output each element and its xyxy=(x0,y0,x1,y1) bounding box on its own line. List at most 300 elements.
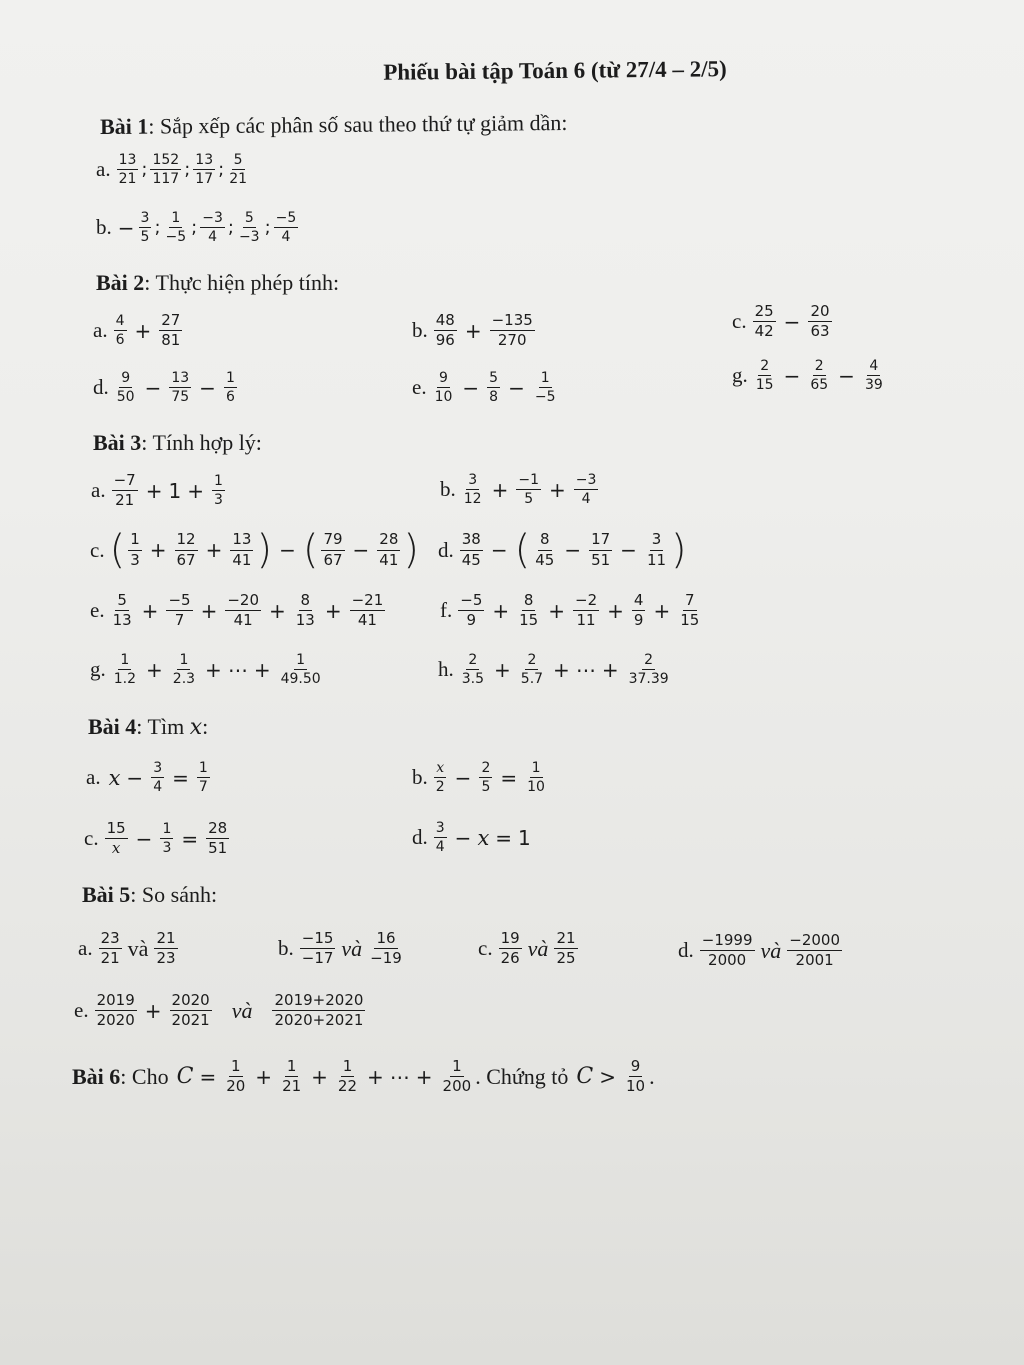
fraction xyxy=(645,531,668,569)
numerator: 1 xyxy=(341,1058,355,1077)
exercise-3-label: Bài 3 xyxy=(93,430,142,455)
fraction xyxy=(487,370,500,405)
equals-sign: = xyxy=(199,1064,217,1089)
operator: + xyxy=(200,598,218,623)
exercise-5d xyxy=(678,932,844,970)
operator: + xyxy=(415,1064,433,1089)
numerator: 8 xyxy=(538,531,552,550)
denominator: 15 xyxy=(755,377,774,394)
greater-than-sign: > xyxy=(599,1064,617,1089)
numerator: 17 xyxy=(589,531,612,550)
denominator: −3 xyxy=(238,229,260,246)
item-label: f. xyxy=(440,598,453,623)
exercise-3-heading xyxy=(93,430,262,456)
operator: + xyxy=(187,478,204,503)
numerator: −1999 xyxy=(700,932,755,951)
equals-sign: = xyxy=(500,765,518,790)
fraction xyxy=(678,592,701,630)
fraction xyxy=(525,760,547,795)
denominator: 13 xyxy=(112,611,132,630)
numerator: 3 xyxy=(466,472,479,490)
denominator: 7 xyxy=(174,611,185,630)
fraction xyxy=(280,1058,303,1096)
fraction xyxy=(433,370,455,405)
fraction xyxy=(479,760,492,795)
item-label: a. xyxy=(78,936,93,961)
numerator: −15 xyxy=(300,930,336,949)
numerator: 21 xyxy=(154,930,177,949)
numerator: 5 xyxy=(232,152,245,170)
item-label: c. xyxy=(90,537,105,562)
denominator: 3 xyxy=(162,840,172,857)
operator: − xyxy=(838,363,855,388)
numerator: x xyxy=(434,760,446,778)
denominator: 15 xyxy=(680,611,700,630)
operator: + xyxy=(607,598,624,623)
item-label: d. xyxy=(93,375,109,400)
exercise-2c xyxy=(732,303,834,341)
denominator: −5 xyxy=(534,389,556,406)
fraction xyxy=(200,210,225,245)
fraction xyxy=(227,152,249,187)
item-label: d. xyxy=(438,537,454,562)
denominator: x xyxy=(111,839,121,858)
variable-x: x xyxy=(189,715,203,740)
item-label: e. xyxy=(74,998,89,1023)
numerator: 1 xyxy=(539,370,552,388)
denominator: 21 xyxy=(282,1077,302,1096)
denominator: 81 xyxy=(161,331,181,350)
fraction xyxy=(574,472,599,507)
equals-sign: = xyxy=(181,826,199,851)
item-label: b. xyxy=(412,318,428,343)
exercise-4c xyxy=(84,820,231,858)
fraction xyxy=(863,358,885,393)
fraction xyxy=(154,930,177,968)
denominator: 3.5 xyxy=(461,671,485,688)
exercise-2d xyxy=(93,370,239,405)
separator: ; xyxy=(154,217,161,239)
fraction xyxy=(128,531,142,569)
conjunction-va: và xyxy=(127,935,149,961)
fraction xyxy=(139,210,152,245)
denominator: 20 xyxy=(226,1077,246,1096)
exercise-1-label: Bài 1 xyxy=(99,113,149,140)
denominator: 23 xyxy=(156,949,176,968)
denominator: 3 xyxy=(213,492,223,509)
fraction xyxy=(230,531,253,569)
item-label: c. xyxy=(84,826,99,851)
right-parenthesis: ) xyxy=(256,527,273,573)
operator: + xyxy=(268,598,286,623)
fraction xyxy=(160,821,173,856)
denominator: 67 xyxy=(176,550,196,569)
numerator: 16 xyxy=(374,930,397,949)
operator: − xyxy=(462,375,480,400)
exercise-4b xyxy=(412,760,549,795)
denominator: 45 xyxy=(461,550,481,569)
denominator: 65 xyxy=(810,377,829,394)
fraction xyxy=(151,760,164,795)
denominator: 41 xyxy=(232,550,252,569)
exercise-4-label: Bài 4 xyxy=(88,714,137,739)
numerator: 152 xyxy=(150,152,181,170)
numerator: −2 xyxy=(573,592,599,611)
denominator: 25 xyxy=(556,949,576,968)
numerator: −5 xyxy=(274,210,299,228)
denominator: 26 xyxy=(500,949,520,968)
fraction xyxy=(573,592,599,630)
operator: + xyxy=(144,998,162,1023)
numerator: 25 xyxy=(753,303,776,322)
numerator: −21 xyxy=(350,592,386,611)
denominator: 63 xyxy=(810,322,830,341)
numerator: −1 xyxy=(516,472,541,490)
exercise-3c xyxy=(90,527,420,573)
operator: + xyxy=(464,318,482,343)
operator: + xyxy=(205,657,222,682)
numerator: −5 xyxy=(166,592,192,611)
denominator: 12 xyxy=(463,491,482,508)
ellipsis: ⋯ xyxy=(389,1064,410,1089)
numerator: 27 xyxy=(159,312,182,331)
right-parenthesis: ) xyxy=(671,527,687,573)
exercise-4-instruction: : Tìm xyxy=(136,714,185,739)
exercise-5-instruction: : So sánh: xyxy=(130,882,218,907)
operator: + xyxy=(255,1064,273,1089)
denominator: 5 xyxy=(481,779,491,796)
fraction xyxy=(225,592,261,630)
fraction xyxy=(169,370,191,405)
denominator: 2.3 xyxy=(172,671,196,688)
numerator: 8 xyxy=(299,592,313,611)
fraction xyxy=(206,820,229,858)
operator: − xyxy=(620,538,637,562)
denominator: 2001 xyxy=(795,951,834,970)
operator: − xyxy=(454,825,472,850)
denominator: 21 xyxy=(229,171,248,188)
operator: + xyxy=(253,657,271,682)
denominator: 1.2 xyxy=(113,671,137,688)
right-parenthesis: ) xyxy=(403,527,419,573)
numerator: 3 xyxy=(139,210,152,228)
left-parenthesis: ( xyxy=(514,527,531,573)
numerator: 13 xyxy=(193,152,215,170)
fraction xyxy=(170,992,212,1030)
exercise-6-instruction: : Cho xyxy=(120,1063,169,1089)
variable-x: x xyxy=(108,765,121,790)
numerator: 1 xyxy=(224,370,237,388)
denominator: −19 xyxy=(370,949,402,968)
exercise-4-heading xyxy=(88,714,208,740)
fraction xyxy=(321,531,344,569)
equals-sign: = xyxy=(172,765,189,790)
operator: + xyxy=(548,477,566,502)
separator: ; xyxy=(227,217,234,239)
fraction xyxy=(294,592,317,630)
operator: + xyxy=(653,598,671,623)
exercise-4a xyxy=(86,760,212,795)
exercise-5a xyxy=(78,930,180,968)
left-parenthesis: ( xyxy=(302,527,319,573)
denominator: 2000 xyxy=(708,951,747,970)
numerator: 8 xyxy=(522,592,536,611)
exercise-2-heading xyxy=(96,270,339,296)
numerator: 1 xyxy=(169,210,182,228)
separator: ; xyxy=(264,217,271,239)
item-label: a. xyxy=(86,765,101,790)
conjunction-va: và xyxy=(527,935,549,961)
item-label: e. xyxy=(90,598,105,623)
numerator: 1 xyxy=(229,1058,243,1077)
fraction xyxy=(150,152,181,187)
numerator: 2019 xyxy=(95,992,137,1011)
operator: + xyxy=(324,598,342,623)
numerator: 1 xyxy=(285,1058,299,1077)
denominator: 6 xyxy=(115,332,125,349)
item-label: b. xyxy=(96,215,112,240)
denominator: 4 xyxy=(581,491,591,508)
numerator: 4 xyxy=(114,313,127,331)
item-label: c. xyxy=(732,309,747,334)
numerator: 1 xyxy=(177,652,190,670)
left-parenthesis: ( xyxy=(109,527,126,573)
numerator: 1 xyxy=(294,652,307,670)
variable-c: C xyxy=(576,1064,594,1090)
denominator: 21 xyxy=(118,171,137,188)
numerator: −20 xyxy=(225,592,261,611)
denominator: 15 xyxy=(519,611,539,630)
exercise-1a xyxy=(96,152,251,187)
denominator: 13 xyxy=(295,611,315,630)
numerator: 38 xyxy=(460,531,483,550)
exercise-3g xyxy=(90,652,325,687)
numerator: 1 xyxy=(160,821,173,839)
fraction xyxy=(627,652,671,687)
separator: ; xyxy=(191,217,198,239)
fraction xyxy=(300,930,336,968)
fraction xyxy=(632,592,646,630)
fraction xyxy=(166,592,192,630)
denominator: 10 xyxy=(527,779,545,796)
exercise-3a xyxy=(91,472,227,510)
numerator: 15 xyxy=(105,820,128,839)
numerator: 79 xyxy=(321,531,344,550)
operator: − xyxy=(564,538,582,562)
numerator: 1 xyxy=(118,652,131,670)
numerator: 28 xyxy=(206,820,229,839)
denominator: 5 xyxy=(140,229,150,246)
item-label: b. xyxy=(412,765,428,790)
item-label: d. xyxy=(678,938,694,963)
numerator: 3 xyxy=(650,531,664,550)
item-label: b. xyxy=(278,936,294,961)
numerator: 3 xyxy=(434,820,447,838)
numerator: 9 xyxy=(437,370,450,388)
numerator: −3 xyxy=(574,472,599,490)
denominator: 3 xyxy=(130,550,140,569)
denominator: 10 xyxy=(434,389,453,406)
operator: + xyxy=(149,538,167,562)
numerator: 2 xyxy=(466,652,479,670)
item-label: c. xyxy=(478,936,493,961)
fraction xyxy=(112,472,138,510)
denominator: 21 xyxy=(115,491,135,510)
fraction xyxy=(700,932,755,970)
numerator: 1 xyxy=(128,531,142,550)
variable-x: x xyxy=(477,825,490,850)
numerator: 5 xyxy=(243,210,256,228)
exercise-5-label: Bài 5 xyxy=(82,882,131,907)
exercise-3e xyxy=(90,592,387,630)
exercise-2e xyxy=(412,370,560,405)
denominator: 75 xyxy=(171,389,190,406)
integer: 1 xyxy=(518,825,531,850)
fraction xyxy=(159,312,182,350)
fraction xyxy=(434,820,447,855)
operator: − xyxy=(199,375,216,400)
fraction xyxy=(224,370,237,405)
numerator: 23 xyxy=(99,930,122,949)
numerator: 5 xyxy=(487,370,500,388)
fraction xyxy=(753,303,776,341)
fraction xyxy=(336,1058,359,1096)
numerator: 28 xyxy=(377,531,400,550)
item-label: a. xyxy=(93,318,108,343)
denominator: 11 xyxy=(576,611,596,630)
numerator: 2020 xyxy=(170,992,212,1011)
denominator: 10 xyxy=(626,1077,646,1096)
exercise-2-instruction: : Thực hiện phép tính: xyxy=(144,270,340,295)
operator: + xyxy=(146,657,163,682)
numerator: 21 xyxy=(554,930,577,949)
exercise-6-claim: . Chứng tỏ xyxy=(475,1063,569,1089)
fraction xyxy=(99,930,122,968)
numerator: −2000 xyxy=(787,932,842,951)
operator: + xyxy=(491,477,509,502)
operator: + xyxy=(141,598,159,623)
fraction xyxy=(434,760,447,795)
fraction xyxy=(95,992,137,1030)
operator: − xyxy=(490,538,508,562)
fraction xyxy=(490,312,535,350)
fraction xyxy=(519,652,545,687)
exercise-2b xyxy=(412,312,537,350)
operator: + xyxy=(367,1064,384,1089)
numerator: 2 xyxy=(479,760,492,778)
numerator: −5 xyxy=(458,592,484,611)
numerator: 1 xyxy=(197,760,210,778)
fraction xyxy=(808,358,830,393)
denominator: 11 xyxy=(646,550,667,569)
fraction xyxy=(460,652,486,687)
numerator: 1 xyxy=(450,1058,464,1077)
denominator: 51 xyxy=(208,839,228,858)
variable-c: C xyxy=(176,1064,194,1090)
exercise-2a xyxy=(93,312,184,350)
fraction xyxy=(441,1058,474,1096)
denominator: 2020+2021 xyxy=(274,1011,364,1030)
fraction xyxy=(754,358,776,393)
denominator: 9 xyxy=(466,611,477,630)
exercise-5c xyxy=(478,930,580,968)
ellipsis: ⋯ xyxy=(227,657,248,682)
separator: ; xyxy=(184,159,191,181)
fraction xyxy=(533,370,558,405)
colon: : xyxy=(202,714,209,739)
fraction xyxy=(197,760,210,795)
operator: − xyxy=(279,538,296,562)
exercise-1b xyxy=(96,210,300,245)
item-label: h. xyxy=(438,657,454,682)
conjunction-va: và xyxy=(231,997,253,1023)
operator: − xyxy=(144,375,162,400)
exercise-1-heading xyxy=(100,110,568,140)
operator: + xyxy=(601,657,619,682)
integer: 1 xyxy=(168,478,182,503)
denominator: 42 xyxy=(754,322,774,341)
numerator: 3 xyxy=(151,760,164,778)
exercise-3-instruction: : Tính hợp lý: xyxy=(141,430,262,455)
fraction xyxy=(237,210,262,245)
fraction xyxy=(115,370,137,405)
operator: + xyxy=(311,1064,328,1089)
exercise-3b xyxy=(440,472,600,507)
denominator: 5 xyxy=(524,491,534,508)
denominator: 51 xyxy=(591,550,611,569)
period: . xyxy=(649,1063,655,1089)
fraction xyxy=(462,472,484,507)
denominator: 45 xyxy=(535,550,555,569)
separator: ; xyxy=(141,159,148,181)
fraction xyxy=(458,592,484,630)
operator: − xyxy=(508,375,525,400)
denominator: 4 xyxy=(208,229,218,246)
numerator: 1 xyxy=(212,473,225,491)
fraction xyxy=(117,152,139,187)
denominator: 2 xyxy=(435,779,445,796)
denominator: 67 xyxy=(323,550,343,569)
fraction xyxy=(499,930,522,968)
exercise-3d xyxy=(438,527,688,573)
exercise-6 xyxy=(72,1058,655,1096)
item-label: g. xyxy=(732,363,748,388)
operator: − xyxy=(352,538,370,562)
operator: + xyxy=(205,538,223,562)
exercise-5-heading xyxy=(82,882,217,908)
fraction xyxy=(517,592,540,630)
item-label: e. xyxy=(412,375,427,400)
item-label: b. xyxy=(440,477,456,502)
denominator: 6 xyxy=(225,389,235,406)
denominator: 200 xyxy=(442,1077,472,1096)
fraction xyxy=(171,652,197,687)
fraction xyxy=(111,592,134,630)
denominator: 37.39 xyxy=(628,671,669,688)
denominator: 41 xyxy=(357,611,377,630)
exercise-5b xyxy=(278,930,406,968)
operator: − xyxy=(126,765,144,790)
denominator: 7 xyxy=(198,779,208,796)
fraction xyxy=(434,312,457,350)
denominator: 5.7 xyxy=(520,671,544,688)
separator: ; xyxy=(218,159,225,181)
operator: + xyxy=(145,478,163,503)
fraction xyxy=(516,472,541,507)
fraction xyxy=(212,473,225,508)
exercise-2-label: Bài 2 xyxy=(96,270,145,295)
denominator: 117 xyxy=(152,171,180,188)
